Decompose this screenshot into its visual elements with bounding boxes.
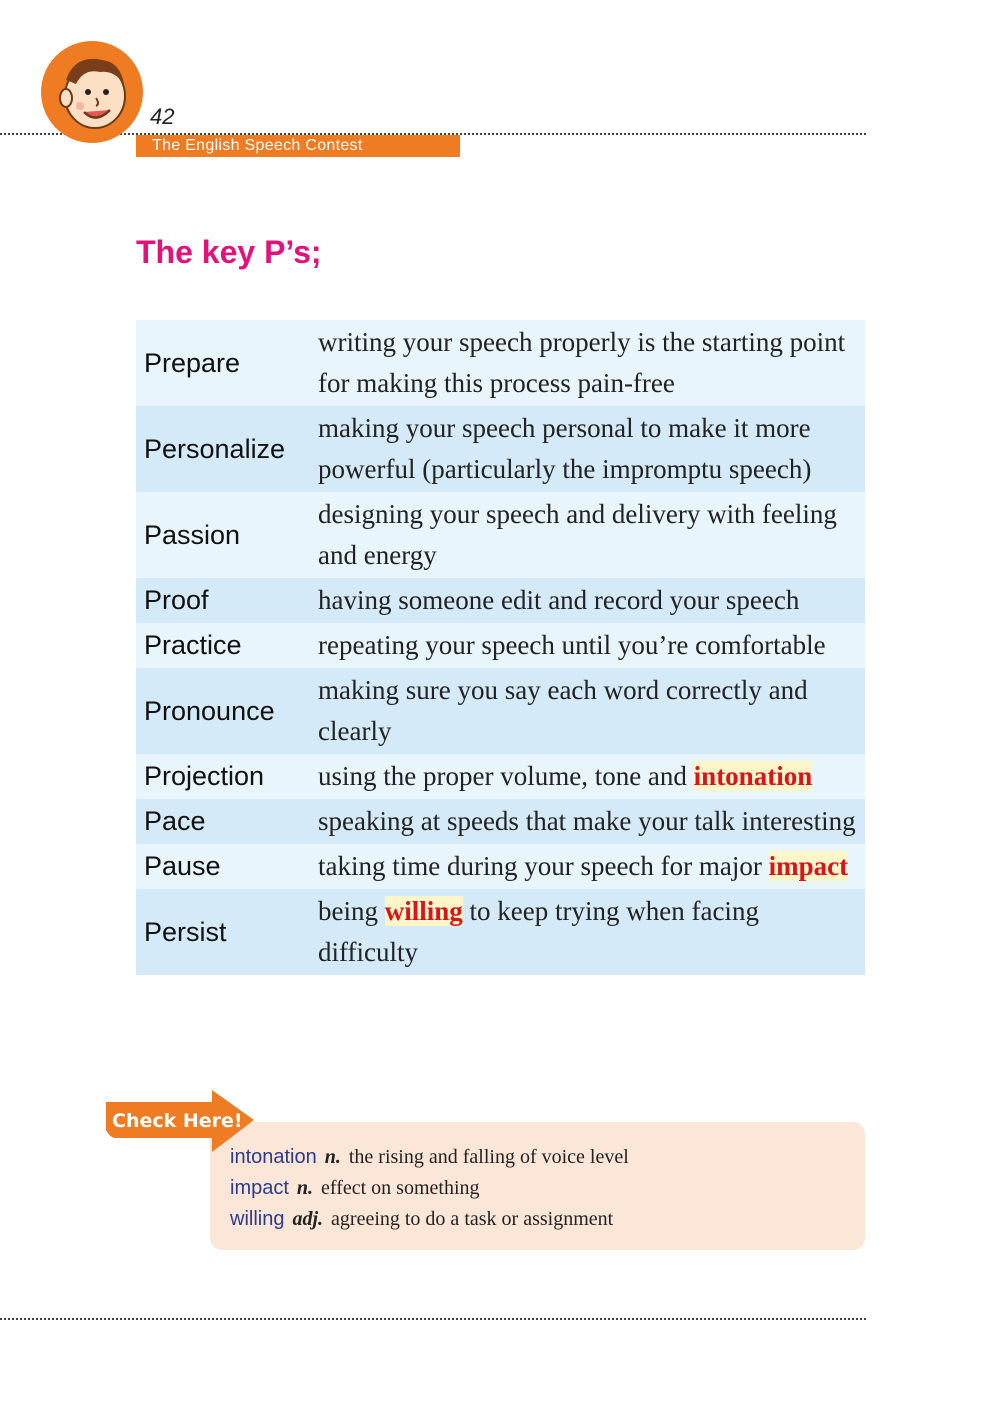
definition-cell: making sure you say each word correctly and clearly (318, 675, 808, 746)
vocab-pos: adj. (292, 1208, 324, 1230)
term-cell: Prepare (144, 347, 241, 378)
vocab-definition: agreeing to do a task or assignment (331, 1208, 614, 1230)
table-row (136, 799, 865, 844)
vocab-word: willing (230, 1208, 285, 1230)
definition-text: to keep trying when facing difficulty (318, 896, 759, 967)
definition-cell: designing your speech and delivery with feeling and energy (318, 499, 837, 570)
table-row (136, 623, 865, 668)
vocab-pos: n. (324, 1146, 341, 1168)
vocab-word: impact (230, 1177, 289, 1199)
term-cell: Persist (144, 916, 227, 947)
table-row (136, 578, 865, 623)
vocab-entry (230, 1142, 629, 1173)
table-row (136, 889, 865, 975)
term-cell: Practice (144, 630, 242, 660)
definition-text: taking time during your speech for major (318, 851, 762, 881)
definition-text: being (318, 896, 378, 926)
term-cell: Proof (144, 585, 209, 615)
section-heading: The key P’s; (136, 234, 322, 270)
page-number: 42 (150, 104, 175, 129)
term-cell: Pause (144, 851, 221, 881)
term-cell: Pronounce (144, 695, 275, 726)
definition-cell: having someone edit and record your speech (318, 585, 800, 615)
term-cell: Personalize (144, 433, 286, 464)
table-row (136, 844, 865, 889)
term-cell: Passion (144, 519, 241, 550)
definition-text: using the proper volume, tone and (318, 761, 687, 791)
table-row (136, 320, 865, 406)
check-here-label: Check Here! (112, 1110, 243, 1132)
vocab-word: intonation (230, 1146, 317, 1168)
boy-face-icon (40, 40, 144, 144)
bottom-dotted-rule (0, 1318, 866, 1320)
definition-cell (318, 844, 865, 889)
vocab-definition: the rising and falling of voice level (348, 1146, 629, 1168)
vocab-entry (230, 1173, 629, 1204)
vocab-entry (230, 1204, 629, 1235)
term-cell: Pace (144, 806, 206, 836)
highlighted-word: willing (384, 896, 463, 926)
table-row (136, 668, 865, 754)
key-ps-table (136, 320, 865, 975)
definition-cell: writing your speech properly is the starting point for making this process pain-free (318, 327, 846, 398)
table-row (136, 406, 865, 492)
vocab-pos: n. (296, 1177, 314, 1199)
definition-cell (318, 754, 865, 799)
term-cell: Projection (144, 761, 265, 791)
table-row (136, 492, 865, 578)
vocabulary-list (230, 1142, 629, 1235)
table-row (136, 754, 865, 799)
definition-cell (318, 889, 865, 975)
vocab-definition: effect on something (321, 1177, 480, 1199)
definition-cell: making your speech personal to make it more powerful (particularly the impromptu speech) (318, 413, 812, 484)
highlighted-word: intonation (693, 761, 813, 791)
definition-cell: speaking at speeds that make your talk interesting (318, 806, 856, 836)
definition-cell: repeating your speech until you’re comfortable (318, 630, 826, 660)
highlighted-word: impact (768, 851, 849, 881)
book-title-banner: The English Speech Contest (136, 135, 460, 157)
